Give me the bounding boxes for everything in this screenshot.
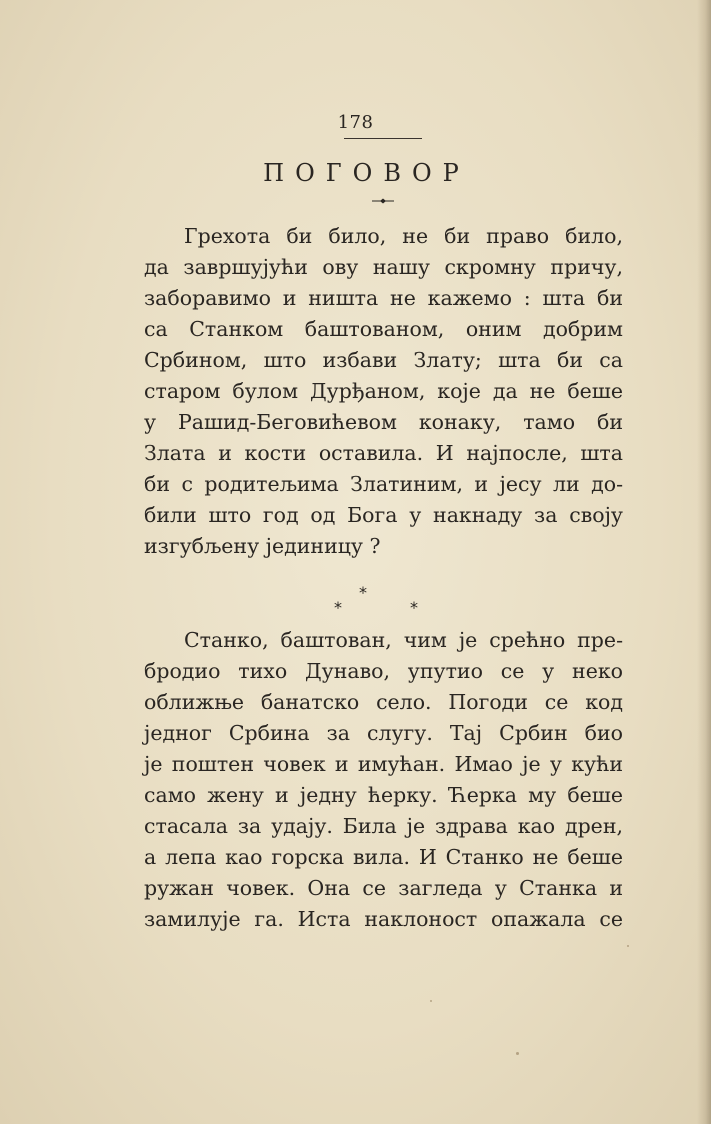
text-line: само жену и једну ћерку. Ћерка му беше	[144, 783, 623, 807]
text-line: у Рашид-Беговићевом конаку, тамо би	[144, 410, 623, 434]
section-separator	[0, 583, 711, 623]
paragraph-1	[144, 221, 623, 562]
text-line: бродио тихо Дунаво, упутио се у неко	[144, 659, 623, 683]
text-line: старом булом Дурђаном, које да не беше	[144, 379, 623, 403]
asterisk-right: *	[410, 598, 418, 617]
paper-speck	[627, 945, 629, 947]
text-line: Станко, баштован, чим је срећно пре-	[184, 628, 623, 652]
text-line: са Станком баштованом, оним добрим	[144, 317, 623, 341]
text-line: оближње банатско село. Погоди се код	[144, 690, 623, 714]
text-line: да завршујући ову нашу скромну причу,	[144, 255, 623, 279]
text-line: би с родитељима Златиним, и јесу ли до-	[144, 472, 623, 496]
text-line: замилује га. Иста наклоност опажала се	[144, 907, 623, 931]
text-line: заборавимо и ништа не кажемо : шта би	[144, 286, 623, 310]
paragraph-2	[144, 625, 623, 935]
text-line: а лепа као горска вила. И Станко не беше	[144, 845, 623, 869]
paper-speck	[430, 1000, 432, 1002]
asterisk-top: *	[359, 583, 367, 602]
text-line: Злата и кости оставила. И најпосле, шта	[144, 441, 623, 465]
text-line: ружан човек. Она се загледа у Станка и	[144, 876, 623, 900]
text-line: били што год од Бога у накнаду за своју	[144, 503, 623, 527]
header-rule	[344, 138, 422, 139]
text-line: једног Србина за слугу. Тај Србин био	[144, 721, 623, 745]
chapter-title: ПОГОВОР	[263, 159, 470, 187]
text-line: Србином, што избави Злату; шта би са	[144, 348, 623, 372]
title-ornament	[372, 198, 394, 204]
asterisk-left: *	[334, 598, 342, 617]
text-line: Грехота би било, не би право било,	[184, 224, 623, 248]
text-line: изгубљену јединицу ?	[144, 534, 381, 558]
text-line: је поштен човек и имућан. Имао је у кући	[144, 752, 623, 776]
paper-speck	[516, 1052, 519, 1055]
page-number: 178	[337, 112, 374, 133]
text-line: стасала за удају. Била је здрава као дрен,	[144, 814, 623, 838]
